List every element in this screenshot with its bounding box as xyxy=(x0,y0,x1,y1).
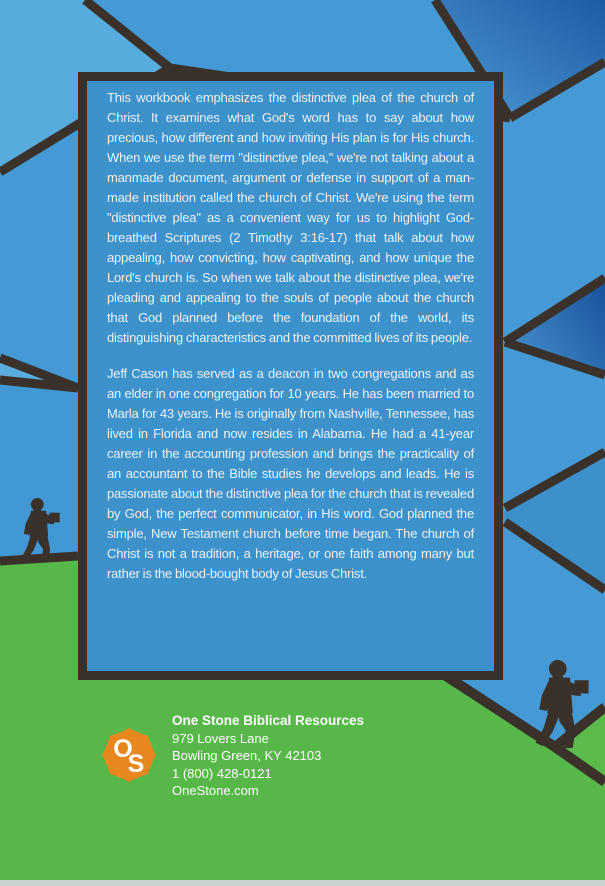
one-stone-logo-icon xyxy=(100,726,158,784)
synopsis-paragraph: This workbook emphasizes the distinctive plea of the church of Christ. It examines what God's word has to say about how precious, how different and how inviting His plan is for His church. When we use the term "distinctive plea," we're not talking about a manmade document, argument or defense in support of a man-made institution called the church of Christ. We're using the term "distinctive plea" as a convenient way for us to highlight God-breathed Scriptures (2 Timothy 3:16-17) that talk about how appealing, how convicting, how captivating, and how unique the Lord's church is. So when we talk about the distinctive plea, we're pleading and appealing to the souls of people about the church that God planned before the foundation of the world, its distinguishing characteristics and the committed lives of its people. xyxy=(107,90,474,345)
logo-letter-o: O xyxy=(113,735,133,763)
publisher-block xyxy=(100,712,364,800)
publisher-name: One Stone Biblical Resources xyxy=(172,713,365,728)
publisher-website: OneStone.com xyxy=(172,783,259,798)
synopsis-panel xyxy=(78,72,503,680)
publisher-address-line-1: 979 Lovers Lane xyxy=(172,730,269,746)
publisher-phone: 1 (800) 428-0121 xyxy=(172,765,272,781)
author-bio-paragraph: Jeff Cason has served as a deacon in two congregations and as an elder in one congregation for 10 years. He has been married to Marla for 43 years. He is originally from Nashville, Tennessee, has lived in Florida and now resides in Alabama. He had a 41-year career in the accounting profession and brings the practicality of an accountant to the Bible studies he develops and leads. He is passionate about the distinctive plea for the church that is revealed by God, the perfect communicator, in His word. God planned the simple, New Testament church before time began. The church of Christ is not a tradition, a heritage, or one faith among many but rather is the blood-bought body of Jesus Christ. xyxy=(107,366,474,581)
logo-letter-s: S xyxy=(127,750,145,778)
publisher-address-line-2: Bowling Green, KY 42103 xyxy=(172,748,322,763)
page-edge xyxy=(0,880,605,886)
